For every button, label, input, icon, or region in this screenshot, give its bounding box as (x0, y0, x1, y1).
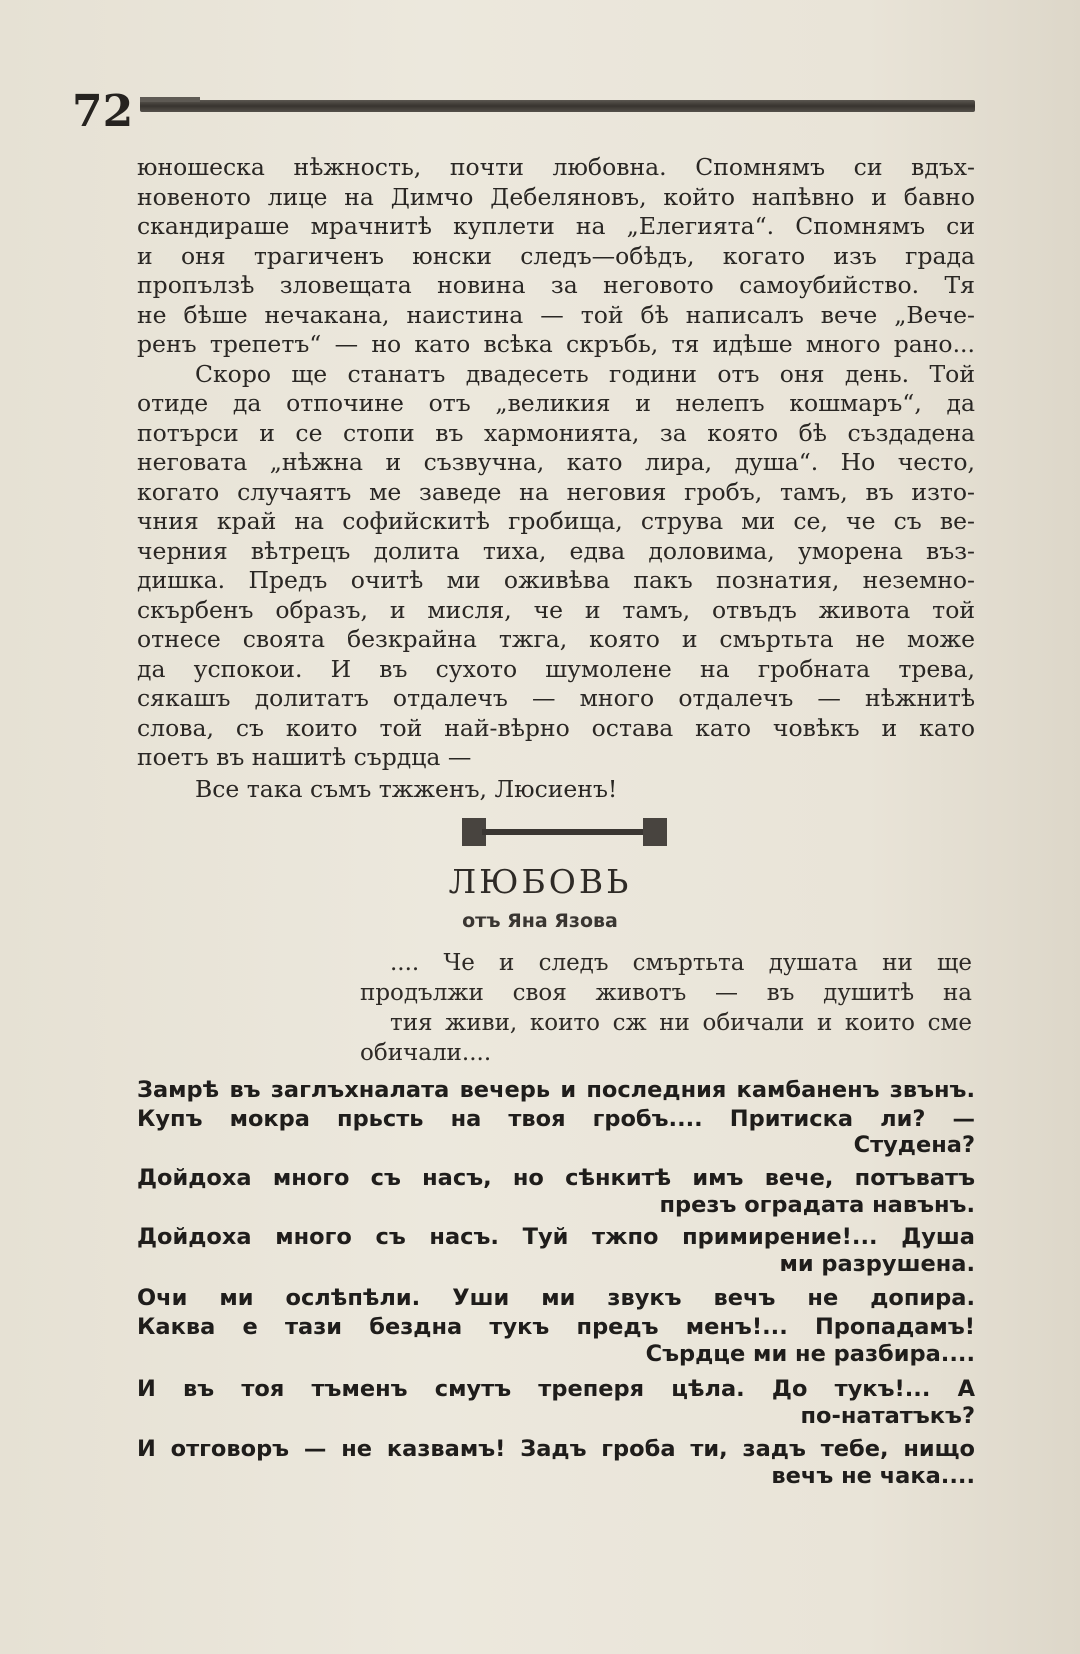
epigraph-line: .... Че и следъ смъртьта душата ни ще (390, 950, 972, 976)
prose-block (137, 153, 975, 773)
poem-title: ЛЮБОВЬ (448, 862, 632, 901)
prose-line: слова, съ които той най-вѣрно остава като човѣкъ и като (137, 713, 975, 742)
verse-line: Замрѣ въ заглъхналата вечерь и последния камбаненъ звънъ. (137, 1077, 975, 1103)
prose-line: пропълзѣ зловещата новина за неговото самоубийство. Тя (137, 271, 975, 299)
verse-line: ми разрушена. (779, 1251, 975, 1277)
prose-line: Скоро ще станатъ двадесеть години отъ оня день. Той (195, 359, 975, 388)
header-rule (140, 100, 975, 112)
prose-line: скърбенъ образъ, и мисля, че и тамъ, отвъдъ живота той (137, 595, 975, 624)
prose-line: неговата „нѣжна и съзвучна, като лира, душа“. Но често, (137, 448, 975, 476)
section-divider-ornament (462, 818, 667, 846)
prose-line: отиде да отпочине отъ „великия и нелепъ кошмаръ“, да (137, 389, 975, 417)
prose-line: не бѣше нечакана, наистина — той бѣ написалъ вече „Вече- (137, 300, 975, 329)
prose-line: ренъ трепетъ“ — но като всѣка скръбь, тя идѣше много рано... (137, 330, 975, 358)
verse-line: Дойдоха много съ насъ. Туй тжпо примирение!... Душа (137, 1224, 975, 1250)
prose-line: потърси и се стопи въ хармонията, за която бѣ създадена (137, 418, 975, 447)
prose-closing-line: Все така съмъ тжженъ, Люсиенъ! (195, 775, 618, 803)
verse-line: презъ оградата навънъ. (659, 1192, 975, 1218)
epigraph-line: тия живи, които сж ни обичали и които сме (390, 1010, 972, 1036)
prose-line: поетъ въ нашитѣ сърдца — (137, 743, 472, 771)
poem-epigraph (360, 948, 972, 1068)
verse-line: Сърдце ми не разбира.... (645, 1341, 975, 1367)
page-number: 72 (72, 86, 134, 137)
verse-line: вечъ не чака.... (771, 1463, 975, 1489)
ornament-bar (482, 829, 647, 835)
epigraph-line: продължи своя животъ — въ душитѣ на (360, 980, 972, 1006)
prose-line: отнесе своята безкрайна тжга, която и смъртьта не може (137, 625, 975, 653)
prose-line: и оня трагиченъ юнски следъ—обѣдъ, когато изъ града (137, 241, 975, 270)
verse-line: Очи ми ослѣпѣли. Уши ми звукъ вечъ не допира. (137, 1285, 975, 1311)
verse-line: по-нататъкъ? (800, 1403, 975, 1429)
epigraph-line: обичали.... (360, 1040, 492, 1066)
prose-line: новеното лице на Димчо Дебеляновъ, който напѣвно и бавно (137, 182, 975, 211)
verse-line: Купъ мокра прьсть на твоя гробъ.... Притиска ли? — (137, 1106, 975, 1132)
prose-line: юношеска нѣжность, почти любовна. Спомнямъ си вдъх- (137, 153, 975, 181)
prose-line: когато случаятъ ме заведе на неговия гробъ, тамъ, въ изто- (137, 477, 975, 506)
verse-line: И отговоръ — не казвамъ! Задъ гроба ти, задъ тебе, нищо (137, 1436, 975, 1462)
prose-line: да успокои. И въ сухото шумолене на гробната трева, (137, 654, 975, 683)
poem-author: отъ Яна Язова (462, 910, 618, 932)
prose-line: сякашъ долитатъ отдалечъ — много отдалечъ — нѣжнитѣ (137, 684, 975, 712)
verse-line: Дойдоха много съ насъ, но сѣнкитѣ имъ вече, потъватъ (137, 1165, 975, 1191)
ornament-right-cap (643, 818, 667, 846)
prose-line: чния край на софийскитѣ гробища, струва ми се, че съ ве- (137, 507, 975, 535)
verse-line: И въ тоя тъменъ смутъ треперя цѣла. До тукъ!... А (137, 1376, 975, 1402)
verse-line: Каква е тази бездна тукъ предъ менъ!... Пропадамъ! (137, 1314, 975, 1340)
prose-line: дишка. Предъ очитѣ ми оживѣва пакъ познатия, неземно- (137, 566, 975, 594)
verse-line: Студена? (853, 1132, 975, 1158)
prose-line: черния вѣтрецъ долита тиха, едва доловима, уморена въз- (137, 536, 975, 565)
prose-line: скандираше мрачнитѣ куплети на „Елегията“. Спомнямъ си (137, 212, 975, 240)
